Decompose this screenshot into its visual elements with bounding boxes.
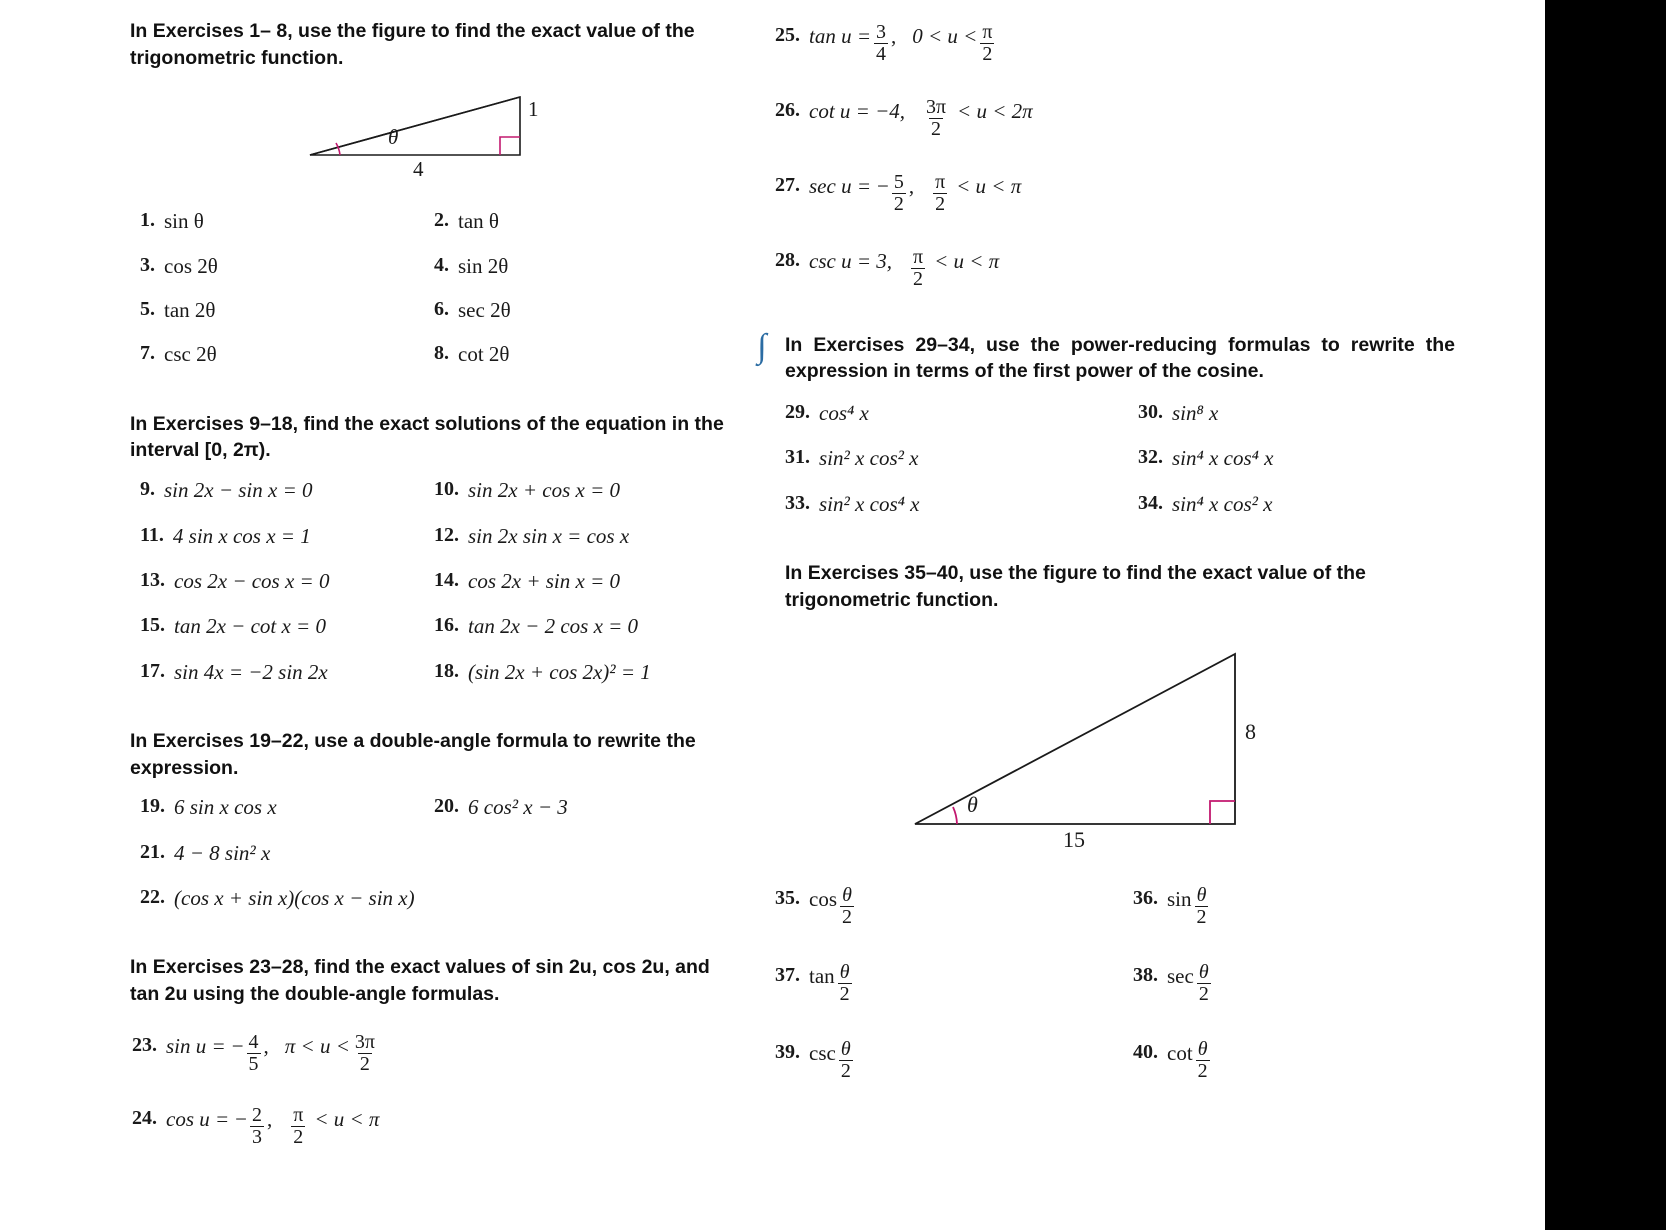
exercise-number: 5. [140, 298, 155, 321]
fraction-numerator: π [935, 170, 946, 193]
figure-adjacent-label: 15 [1063, 827, 1085, 853]
exercise-text: sin⁸ x [1172, 400, 1219, 425]
exercise-number: 3. [140, 253, 155, 276]
exercise-text: tan θ [458, 209, 499, 234]
instruction-ex9-18: In Exercises 9–18, find the exact solutions of the equation in the interval [0, 2π). [130, 412, 724, 462]
instruction-ex23-28: In Exercises 23–28, find the exact values of sin 2u, cos 2u, and tan 2u using the double-angle formulas. [130, 956, 710, 1006]
fraction-numerator: θ [1198, 961, 1209, 984]
fraction-numerator: θ [840, 1038, 851, 1061]
fraction-denominator: 2 [840, 1060, 851, 1083]
exercise-text: (cos x + sin x)(cos x − sin x) [174, 886, 415, 910]
exercise-item [130, 207, 430, 235]
condition-post: < u < π [934, 248, 1000, 273]
exercise-text: sin θ [164, 209, 204, 234]
fraction-denominator: 2 [935, 192, 946, 215]
exercise-number: 10. [434, 478, 459, 501]
fraction-denominator: 5 [248, 1052, 259, 1075]
exercise-item [1120, 490, 1455, 518]
fraction-denominator: 2 [359, 1052, 370, 1075]
exercise-item [775, 962, 1115, 1005]
exercise-list-29-34 [785, 399, 1455, 518]
function-name: sin [1167, 887, 1192, 912]
exercise-text: sec 2θ [458, 298, 511, 323]
fraction-numerator: π [913, 245, 924, 268]
function-name: cos [809, 887, 837, 912]
exercise-item [130, 884, 730, 912]
condition-post: < u < π [956, 173, 1022, 198]
fraction-denominator: 2 [913, 267, 924, 290]
exercise-number: 36. [1133, 887, 1158, 910]
comma: , [890, 24, 897, 48]
minus-sign: − [231, 1033, 244, 1058]
fraction-3-4 [874, 22, 888, 65]
figure-angle-label: θ [388, 125, 399, 150]
exercise-text: sin 4x = −2 sin 2x [174, 659, 328, 684]
fraction-theta-2 [1197, 962, 1211, 1005]
exercise-item [1115, 962, 1455, 1005]
comma: , [266, 1106, 273, 1131]
exercise-item [1115, 885, 1455, 928]
right-column [757, 0, 1455, 1083]
exercise-lhs: sin u = [166, 1033, 226, 1058]
exercise-item [130, 252, 430, 280]
fraction-numerator: θ [1196, 884, 1207, 907]
exercise-number: 23. [132, 1033, 157, 1056]
minus-sign: − [235, 1106, 248, 1131]
exercise-text: sin 2x + cos x = 0 [468, 478, 620, 503]
exercise-number: 27. [775, 173, 800, 196]
fraction-5-2 [892, 172, 906, 215]
comma: , [908, 173, 915, 198]
fraction-theta-2 [1195, 885, 1209, 928]
exercise-number: 15. [140, 614, 165, 637]
instruction-ex1-8: In Exercises 1– 8, use the figure to find the exact value of the trigonometric function. [130, 20, 695, 69]
exercise-item [430, 476, 730, 504]
condition-post: < u < π [314, 1106, 380, 1131]
exercise-item [130, 839, 430, 867]
figure-angle-label: θ [967, 792, 978, 818]
exercise-number: 40. [1133, 1041, 1158, 1064]
exercise-text: cos 2θ [164, 253, 218, 278]
exercise-text: cos 2x − cos x = 0 [174, 568, 330, 593]
exercise-lhs: cot u = −4, [809, 98, 905, 123]
comma: , [263, 1033, 269, 1058]
figure-opposite-label: 1 [528, 97, 539, 122]
fraction-pi-2 [980, 22, 994, 65]
exercise-list-1-8 [130, 207, 730, 368]
exercise-lhs: cos u = [166, 1106, 230, 1131]
function-name: csc [809, 1041, 836, 1066]
figure-right-triangle-4-1 [130, 85, 730, 195]
exercise-item [775, 247, 1455, 290]
exercise-text: sin 2θ [458, 253, 509, 278]
exercise-text: 4 − 8 sin² x [174, 840, 271, 865]
exercise-item [785, 444, 1120, 472]
fraction-denominator: 2 [931, 117, 941, 140]
exercise-item [775, 22, 1455, 65]
exercise-item [430, 207, 730, 235]
exercise-item [1115, 1039, 1455, 1082]
exercise-number: 20. [434, 795, 459, 818]
exercise-text: tan 2x − 2 cos x = 0 [468, 614, 639, 639]
fraction-denominator: 2 [1198, 983, 1209, 1006]
exercise-number: 29. [785, 400, 810, 423]
exercise-item [430, 612, 730, 640]
figure-right-triangle-15-8 [775, 629, 1455, 859]
exercise-number: 4. [434, 253, 449, 276]
fraction-theta-2 [840, 885, 854, 928]
exercise-number: 22. [140, 886, 165, 908]
exercise-item [130, 340, 430, 368]
exercise-item [130, 1032, 730, 1075]
exercise-list-9-18 [130, 476, 730, 686]
fraction-denominator: 2 [893, 192, 904, 215]
integral-icon: ∫ [757, 327, 767, 365]
fraction-numerator: 4 [248, 1030, 259, 1053]
exercise-text: sin² x cos⁴ x [819, 491, 920, 516]
exercise-text: csc 2θ [164, 342, 217, 367]
fraction-numerator: 2 [252, 1103, 262, 1126]
function-name: tan [809, 964, 835, 989]
exercise-number: 32. [1138, 446, 1163, 469]
exercise-list-23-24 [130, 1032, 730, 1148]
fraction-denominator: 2 [1197, 1060, 1208, 1083]
exercise-number: 13. [140, 568, 165, 591]
fraction-theta-2 [839, 1039, 853, 1082]
exercise-text: sin 2x − sin x = 0 [164, 478, 313, 503]
exercise-number: 34. [1138, 491, 1163, 514]
exercise-number: 39. [775, 1041, 800, 1064]
exercise-item [430, 340, 730, 368]
exercise-text: tan 2x − cot x = 0 [174, 614, 326, 639]
function-name: sec [1167, 964, 1194, 989]
fraction-denominator: 2 [293, 1125, 304, 1148]
figure-opposite-label: 8 [1245, 719, 1256, 745]
fraction-denominator: 3 [252, 1125, 262, 1148]
fraction-theta-2 [1196, 1039, 1210, 1082]
exercise-number: 33. [785, 491, 810, 514]
exercise-text: cos 2x + sin x = 0 [468, 568, 620, 593]
exercise-number: 35. [775, 887, 800, 910]
exercise-item [130, 476, 430, 504]
fraction-theta-2 [838, 962, 852, 1005]
exercise-number: 31. [785, 446, 810, 469]
fraction-3pi-2 [924, 97, 948, 140]
fraction-pi-2 [291, 1105, 305, 1148]
fraction-numerator: 3π [926, 95, 947, 118]
exercise-number: 2. [434, 209, 449, 232]
left-column [130, 0, 730, 1148]
exercise-item [130, 567, 430, 595]
exercise-number: 17. [140, 659, 165, 682]
fraction-denominator: 2 [1196, 906, 1207, 929]
exercise-text: (sin 2x + cos 2x)² = 1 [468, 659, 651, 684]
function-name: cot [1167, 1041, 1193, 1066]
instruction-ex29-34: In Exercises 29–34, use the power-reducing formulas to rewrite the expression in terms of the first power of the cosine. [785, 333, 1455, 383]
fraction-numerator: 3 [876, 21, 886, 43]
condition-pre: π < u < [284, 1033, 350, 1058]
exercise-item [130, 522, 430, 550]
instruction-ex35-40: In Exercises 35–40, use the figure to find the exact value of the trigonometric function. [785, 561, 1366, 611]
exercise-text: sin² x cos² x [819, 446, 919, 471]
exercise-text: sin 2x sin x = cos x [468, 523, 630, 548]
exercise-lhs: sec u = [809, 173, 871, 198]
fraction-denominator: 2 [842, 906, 852, 929]
fraction-denominator: 2 [839, 983, 850, 1006]
exercise-text: sin⁴ x cos² x [1172, 491, 1273, 516]
exercise-item [775, 885, 1115, 928]
fraction-numerator: π [982, 21, 993, 43]
condition-post: < u < 2π [957, 98, 1033, 123]
exercise-text: 6 cos² x − 3 [468, 795, 568, 820]
exercise-number: 38. [1133, 964, 1158, 987]
exercise-item [1120, 444, 1455, 472]
exercise-number: 14. [434, 568, 459, 591]
exercise-item [785, 399, 1120, 427]
fraction-denominator: 4 [876, 42, 886, 65]
exercise-item [775, 1039, 1115, 1082]
exercise-number: 18. [434, 659, 459, 682]
exercise-item [430, 252, 730, 280]
exercise-number: 11. [140, 523, 164, 546]
exercise-item [1120, 399, 1455, 427]
fraction-4-5 [247, 1032, 261, 1075]
exercise-number: 26. [775, 98, 800, 121]
fraction-2-3 [250, 1105, 264, 1148]
exercise-number: 12. [434, 523, 459, 546]
exercise-item [785, 490, 1120, 518]
exercise-text: tan 2θ [164, 298, 216, 323]
exercise-text: 6 sin x cos x [174, 795, 277, 820]
page-edge-shadow [1545, 0, 1666, 1230]
exercise-number: 19. [140, 795, 165, 818]
exercise-number: 7. [140, 342, 155, 365]
fraction-numerator: π [293, 1103, 304, 1126]
exercise-lhs: tan u = [809, 24, 872, 48]
exercise-text: cos⁴ x [819, 400, 869, 425]
exercise-number: 8. [434, 342, 449, 365]
exercise-list-25-28 [775, 22, 1455, 290]
exercise-item [130, 658, 430, 686]
fraction-pi-2 [911, 247, 925, 290]
minus-sign: − [877, 173, 889, 198]
exercise-item [430, 296, 730, 324]
condition-pre: 0 < u < [912, 24, 978, 48]
exercise-number: 30. [1138, 400, 1163, 423]
fraction-numerator: θ [839, 961, 850, 984]
exercise-list-35-40 [775, 885, 1455, 1082]
fraction-numerator: 5 [893, 170, 904, 193]
exercise-item [430, 522, 730, 550]
fraction-denominator: 2 [982, 42, 993, 65]
exercise-number: 37. [775, 964, 800, 987]
exercise-item [430, 658, 730, 686]
fraction-pi-2 [933, 172, 947, 215]
exercise-number: 1. [140, 209, 155, 232]
exercise-item [430, 567, 730, 595]
exercise-item [130, 793, 430, 821]
fraction-numerator: θ [1197, 1038, 1208, 1061]
figure-adjacent-label: 4 [413, 157, 424, 182]
exercise-number: 9. [140, 478, 155, 501]
exercise-number: 25. [775, 24, 800, 46]
exercise-item [430, 793, 730, 821]
exercise-number: 24. [132, 1106, 157, 1129]
fraction-numerator: 3π [354, 1030, 375, 1053]
exercise-number: 16. [434, 614, 459, 637]
exercise-item [130, 612, 430, 640]
exercise-item [775, 172, 1455, 215]
fraction-numerator: θ [842, 884, 852, 907]
instruction-ex19-22: In Exercises 19–22, use a double-angle formula to rewrite the expression. [130, 729, 696, 779]
fraction-3pi-2 [353, 1032, 377, 1075]
exercise-list-19-22 [130, 793, 730, 912]
exercise-item [130, 1105, 730, 1148]
exercise-text: cot 2θ [458, 342, 510, 367]
exercise-text: 4 sin x cos x = 1 [172, 523, 311, 548]
exercise-text: sin⁴ x cos⁴ x [1172, 446, 1274, 471]
exercise-number: 21. [140, 840, 165, 863]
exercise-number: 28. [775, 248, 800, 271]
exercise-item [775, 97, 1455, 140]
exercise-number: 6. [434, 298, 449, 321]
exercise-item [130, 296, 430, 324]
exercise-lhs: csc u = 3, [809, 248, 892, 273]
